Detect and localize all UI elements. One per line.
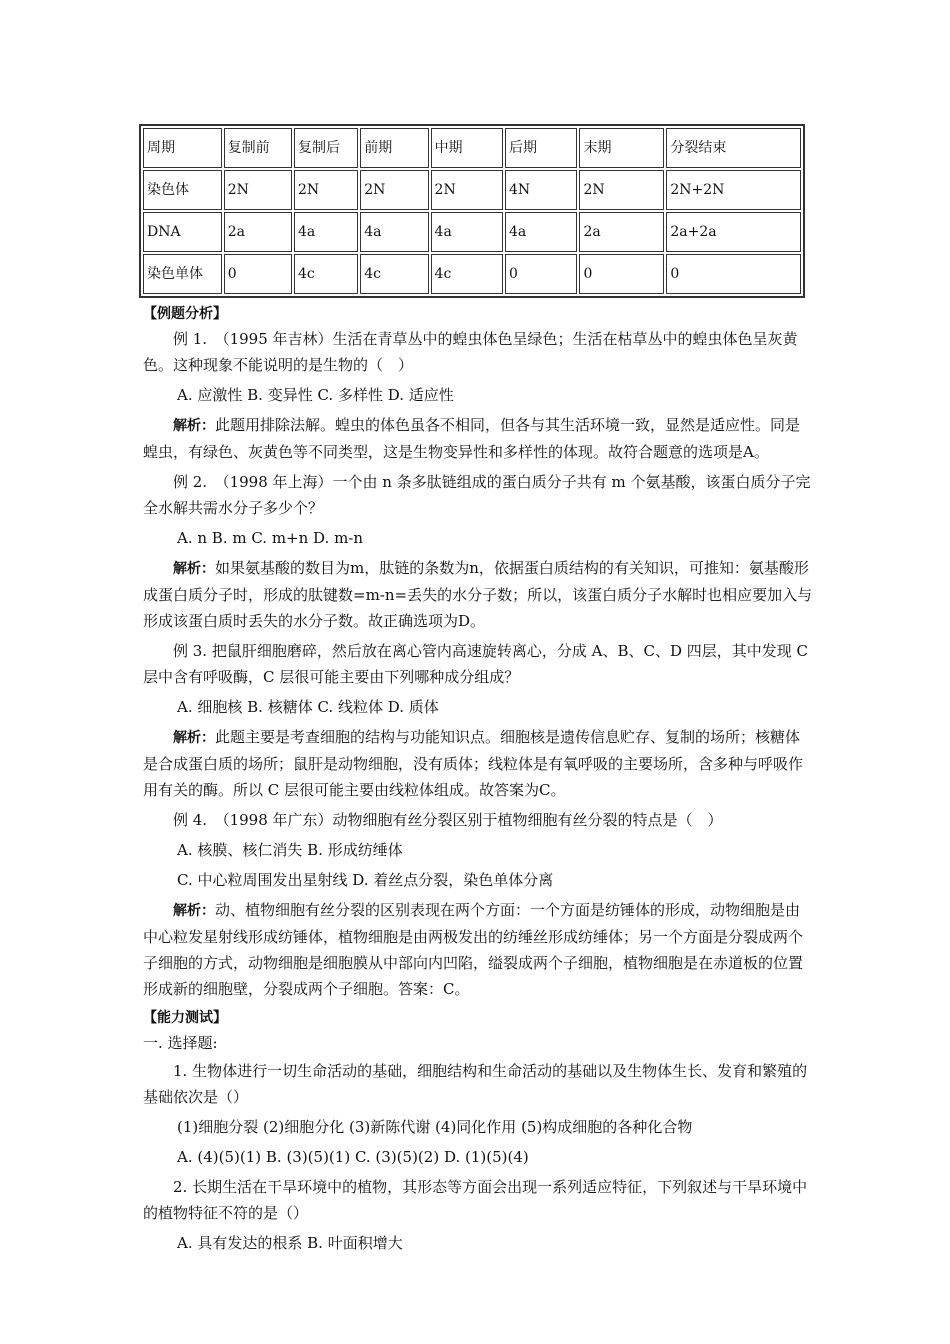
table-cell: 染色体 — [143, 170, 222, 210]
table-cell: 4a — [431, 212, 503, 252]
analysis-label: 解析： — [173, 418, 215, 434]
table-cell: 周期 — [143, 128, 222, 168]
table-cell: 0 — [579, 254, 664, 294]
table-cell: 0 — [666, 254, 801, 294]
table-row — [143, 254, 801, 294]
example-1-options: A. 应激性 B. 变异性 C. 多样性 D. 适应性 — [177, 386, 454, 404]
table-cell: 2N — [360, 170, 428, 210]
example-4-question: 例 4. （1998 年广东）动物细胞有丝分裂区别于植物细胞有丝分裂的特点是（ ） — [173, 811, 723, 829]
section-heading-examples: 【例题分析】 — [143, 306, 227, 322]
analysis-label: 解析： — [173, 903, 215, 919]
table-cell: 2N — [224, 170, 292, 210]
table-row — [143, 128, 801, 168]
example-1-analysis — [143, 412, 813, 465]
question-1: 1. 生物体进行一切生命活动的基础，细胞结构和生命活动的基础以及生物体生长、发育和繁殖的基础依次是（） — [143, 1062, 808, 1106]
example-3-question: 例 3. 把鼠肝细胞磨碎，然后放在离心管内高速旋转离心，分成 A、B、C、D 四层，其中发现 C 层中含有呼吸酶，C 层很可能主要由下列哪种成分组成？ — [143, 642, 808, 686]
question-1-options: A. (4)(5)(1) B. (3)(5)(1) C. (3)(5)(2) D. (1)(5)(4) — [177, 1148, 529, 1166]
section-heading-tests: 【能力测试】 — [143, 1010, 227, 1026]
table-cell: 分裂结束 — [666, 128, 801, 168]
table-cell: 后期 — [505, 128, 577, 168]
example-4-options-2: C. 中心粒周围发出星射线 D. 着丝点分裂，染色单体分离 — [177, 871, 554, 889]
analysis-text: 如果氨基酸的数目为m，肽链的条数为n，依据蛋白质结构的有关知识，可推知：氨基酸形成蛋白质分子时，形成的肽键数=m-n=丢失的水分子数；所以，该蛋白质分子水解时也相应要加入与形成该蛋白质时丢失的水分子数。故正确选项为D。 — [143, 559, 813, 630]
table-cell: 4c — [431, 254, 503, 294]
cell-cycle-table — [139, 124, 805, 298]
analysis-label: 解析： — [173, 561, 215, 577]
table-cell: 4c — [294, 254, 358, 294]
table-row — [143, 170, 801, 210]
table-cell: 4a — [505, 212, 577, 252]
table-cell: 4N — [505, 170, 577, 210]
table-cell: 2N — [431, 170, 503, 210]
table-cell: DNA — [143, 212, 222, 252]
question-2: 2. 长期生活在干旱环境中的植物，其形态等方面会出现一系列适应特征，下列叙述与干旱环境中的植物特征不符的是（） — [143, 1178, 808, 1222]
analysis-text: 动、植物细胞有丝分裂的区别表现在两个方面：一个方面是纺锤体的形成，动物细胞是由中心粒发星射线形成纺锤体，植物细胞是由两极发出的纺缍丝形成纺缍体；另一个方面是分裂成两个子细胞的方式，动物细胞是细胞膜从中部向内凹陷，缢裂成两个子细胞，植物细胞是在赤道板的位置形成新的细胞壁，分裂成两个子细胞。答案：C。 — [143, 901, 804, 998]
table-cell: 0 — [505, 254, 577, 294]
example-2-options: A. n B. m C. m+n D. m-n — [177, 529, 364, 547]
table-cell: 复制后 — [294, 128, 358, 168]
table-cell: 4a — [294, 212, 358, 252]
analysis-text: 此题主要是考查细胞的结构与功能知识点。细胞核是遗传信息贮存、复制的场所；核糖体是合成蛋白质的场所；鼠肝是动物细胞，没有质体；线粒体是有氧呼吸的主要场所，含多种与呼吸作用有关的酶。所以 C 层很可能主要由线粒体组成。故答案为C。 — [143, 728, 804, 799]
document-page — [143, 124, 813, 1260]
table-cell: 0 — [224, 254, 292, 294]
table-cell: 中期 — [431, 128, 503, 168]
table-cell: 2N — [294, 170, 358, 210]
analysis-text: 此题用排除法解。蝗虫的体色虽各不相同，但各与其生活环境一致，显然是适应性。同是蝗虫，有绿色、灰黄色等不同类型，这是生物变异性和多样性的体现。故符合题意的选项是A。 — [143, 416, 801, 461]
table-cell: 2a — [224, 212, 292, 252]
table-cell: 2a — [579, 212, 664, 252]
table-cell: 前期 — [360, 128, 428, 168]
example-3-options: A. 细胞核 B. 核糖体 C. 线粒体 D. 质体 — [177, 698, 439, 716]
part-heading: 一. 选择题: — [143, 1034, 218, 1052]
table-cell: 4c — [360, 254, 428, 294]
question-2-options: A. 具有发达的根系 B. 叶面积增大 — [177, 1234, 403, 1252]
example-2-analysis — [143, 555, 813, 634]
table-cell: 4a — [360, 212, 428, 252]
example-1-question: 例 1. （1995 年吉林）生活在青草丛中的蝗虫体色呈绿色；生活在枯草丛中的蝗虫体色呈灰黄色。这种现象不能说明的是生物的（ ） — [143, 330, 798, 374]
table-cell: 末期 — [579, 128, 664, 168]
table-cell: 2N+2N — [666, 170, 801, 210]
table-cell: 复制前 — [224, 128, 292, 168]
table-cell: 染色单体 — [143, 254, 222, 294]
example-4-analysis — [143, 897, 813, 1002]
example-3-analysis — [143, 724, 813, 803]
table-row — [143, 212, 801, 252]
example-2-question: 例 2. （1998 年上海）一个由 n 条多肽链组成的蛋白质分子共有 m 个氨基酸，该蛋白质分子完全水解共需水分子多少个？ — [143, 473, 811, 517]
table-cell: 2N — [579, 170, 664, 210]
question-1-items: (1)细胞分裂 (2)细胞分化 (3)新陈代谢 (4)同化作用 (5)构成细胞的各种化合物 — [177, 1118, 693, 1136]
example-4-options-1: A. 核膜、核仁消失 B. 形成纺缍体 — [177, 841, 403, 859]
analysis-label: 解析： — [173, 730, 215, 746]
table-cell: 2a+2a — [666, 212, 801, 252]
